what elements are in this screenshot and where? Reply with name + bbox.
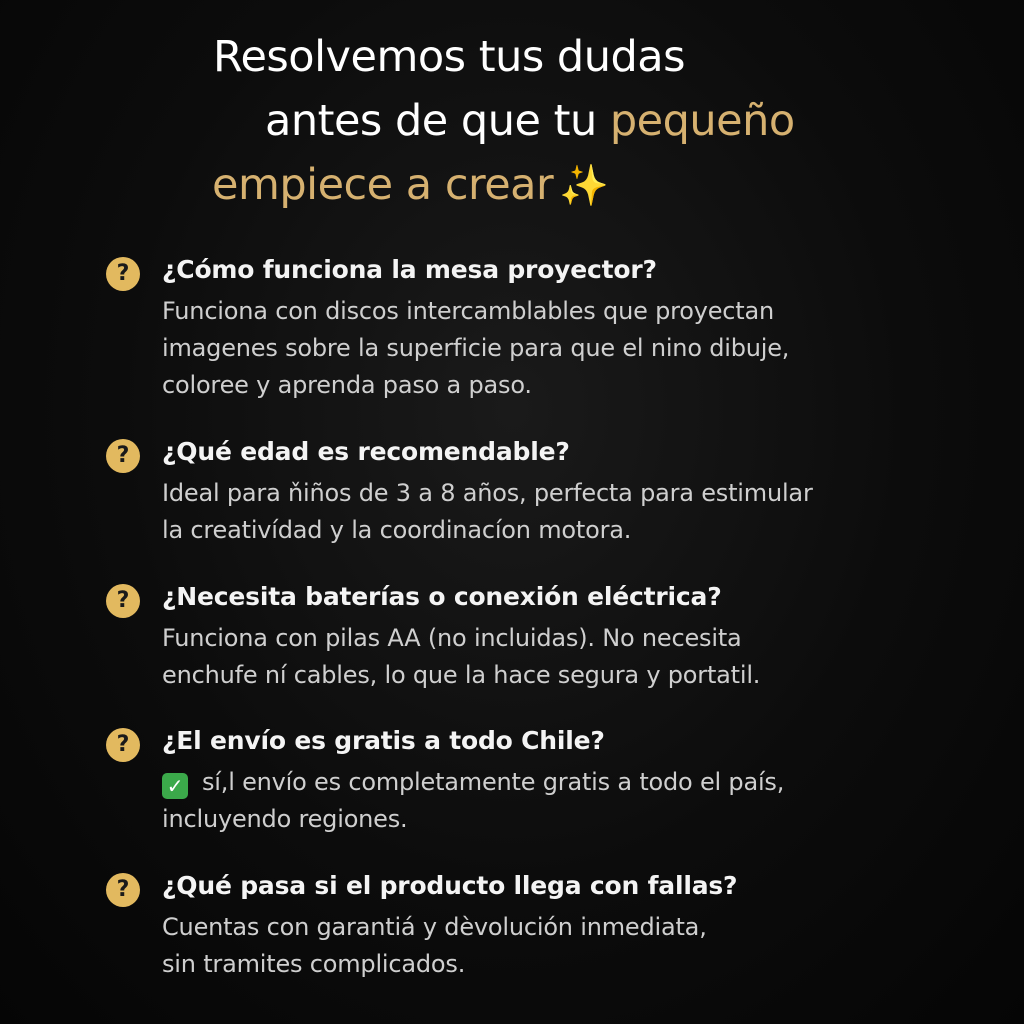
headline-line-3-gold: empiece a crear	[212, 160, 554, 210]
headline-line-2	[265, 88, 795, 154]
headline-highlight-pequeno: pequeño	[609, 96, 795, 146]
faq-answer-line: la creativídad y la coordinacíon motora.	[162, 516, 632, 544]
faq-question: ¿Cómo funciona la mesa proyector?	[162, 255, 657, 284]
faq-question: ¿Necesita baterías o conexión eléctrica?	[162, 582, 722, 611]
faq-answer-line: sin tramites complicados.	[162, 950, 466, 978]
faq-answer	[162, 764, 922, 838]
sparkles-icon: ✨	[559, 163, 609, 209]
faq-answer	[162, 293, 922, 404]
faq-answer-line: Funciona con pilas AA (no incluidas). No necesita	[162, 624, 742, 652]
faq-question: ¿Qué edad es recomendable?	[162, 437, 570, 466]
faq-answer-line: imagenes sobre la superficie para que el nino dibuje,	[162, 334, 790, 362]
faq-answer-line: incluyendo regiones.	[162, 805, 408, 833]
faq-answer	[162, 475, 922, 549]
faq-answer-line: coloree y aprenda paso a paso.	[162, 371, 532, 399]
question-circle-icon: ?	[106, 257, 140, 291]
check-mark-icon: ✓	[162, 773, 188, 799]
headline-line-2-white: antes de que tu	[265, 96, 610, 146]
faq-answer	[162, 909, 922, 983]
question-circle-icon: ?	[106, 584, 140, 618]
faq-answer-line: enchufe ní cables, lo que la hace segura y portatil.	[162, 661, 761, 689]
faq-answer	[162, 620, 922, 694]
headline-line-3	[212, 152, 609, 219]
question-circle-icon: ?	[106, 873, 140, 907]
question-circle-icon: ?	[106, 728, 140, 762]
faq-answer-line-with-check	[162, 764, 922, 801]
question-circle-icon: ?	[106, 439, 140, 473]
faq-answer-line: Ideal para ňiños de 3 a 8 años, perfecta para estimular	[162, 479, 813, 507]
faq-answer-line: Funciona con discos intercamblables que proyectan	[162, 297, 775, 325]
headline-line-1: Resolvemos tus dudas	[213, 32, 686, 82]
faq-question: ¿El envío es gratis a todo Chile?	[162, 726, 605, 755]
faq-answer-line: Cuentas con garantiá y dèvolución inmediata,	[162, 913, 707, 941]
faq-question: ¿Qué pasa si el producto llega con fallas?	[162, 871, 738, 900]
faq-answer-line: sí,l envío es completamente gratis a todo el país,	[202, 768, 785, 796]
